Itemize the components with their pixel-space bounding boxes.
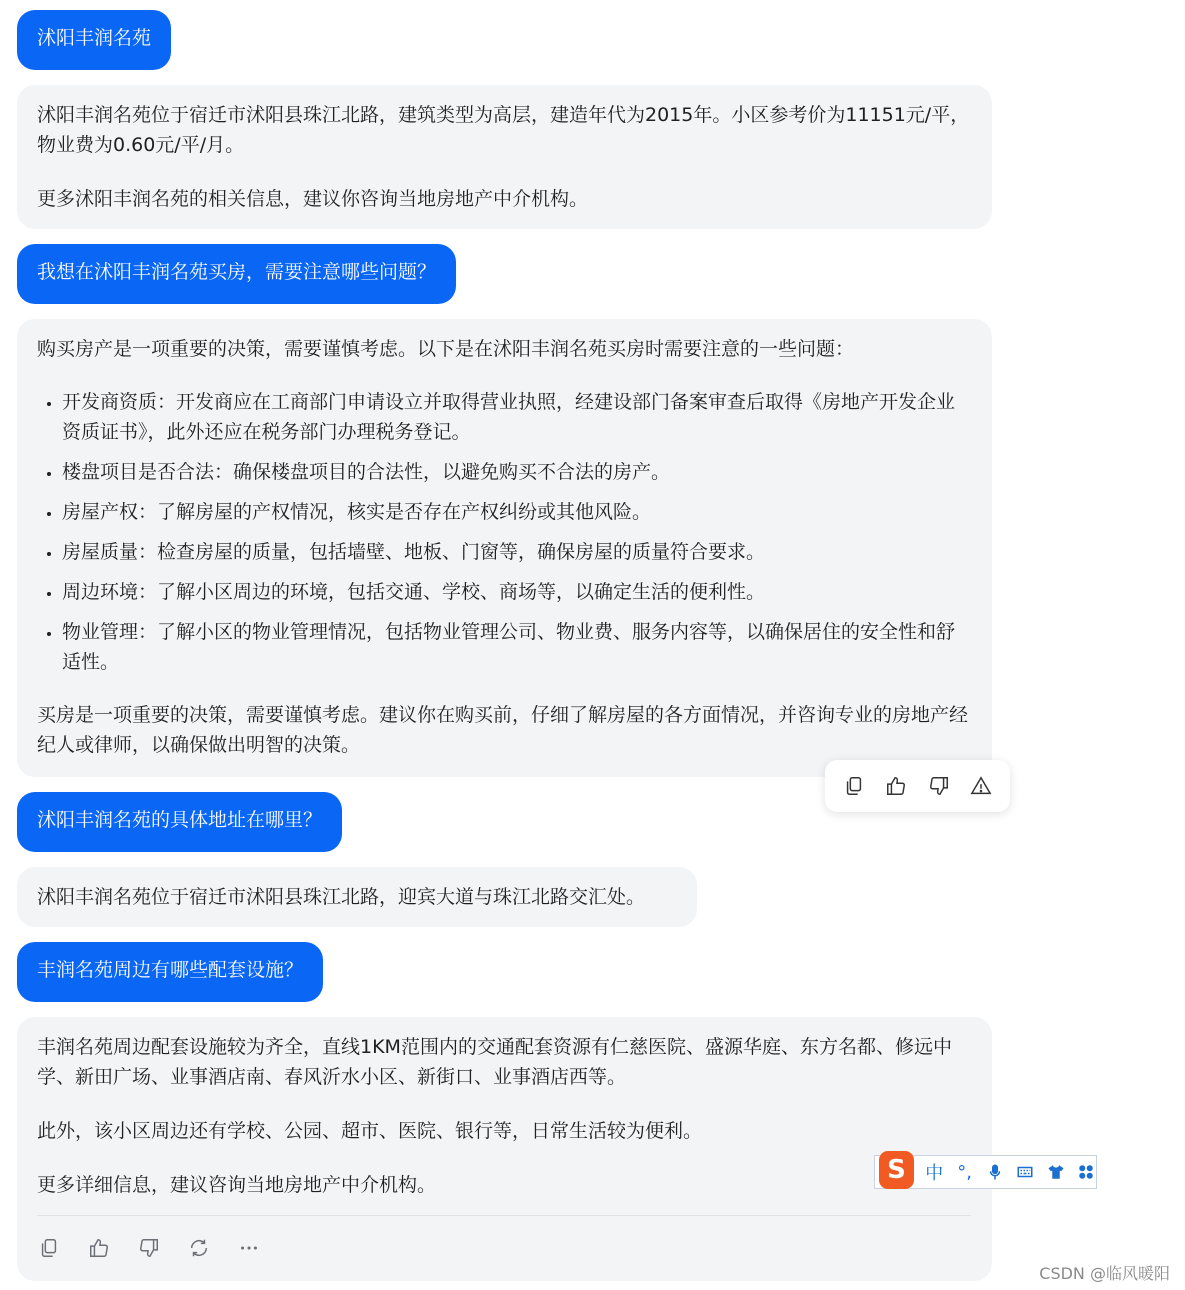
ime-punctuation-toggle[interactable]: °, (957, 1161, 972, 1183)
considerations-list (37, 387, 972, 677)
message-actions (33, 1232, 265, 1264)
divider (37, 1215, 971, 1216)
list-item: • 周边环境：了解小区周边的环境，包括交通、学校、商场等，以确定生活的便利性。 (62, 577, 972, 607)
feedback-toolbar (825, 760, 1010, 812)
ime-toolbar[interactable] (874, 1155, 1097, 1189)
list-item: • 楼盘项目是否合法：确保楼盘项目的合法性，以避免购买不合法的房产。 (62, 457, 972, 487)
list-item: • 开发商资质：开发商应在工商部门申请设立并取得营业执照，经建设部门备案审查后取得《房地产开发企业资质证书》，此外还应在税务部门办理税务登记。 (62, 387, 972, 447)
thumbs-down-icon[interactable] (923, 770, 955, 802)
list-item: • 房屋产权：了解房屋的产权情况，核实是否存在产权纠纷或其他风险。 (62, 497, 972, 527)
toolbox-grid-icon[interactable] (1076, 1163, 1096, 1181)
assistant-intro: 购买房产是一项重要的决策，需要谨慎考虑。以下是在沭阳丰润名苑买房时需要注意的一些问题： (37, 338, 855, 360)
assistant-paragraph: 更多详细信息，建议咨询当地房地产中介机构。 (37, 1174, 437, 1196)
assistant-paragraph: 沭阳丰润名苑位于宿迁市沭阳县珠江北路，迎宾大道与珠江北路交汇处。 (37, 886, 646, 908)
assistant-message (17, 867, 697, 927)
more-icon[interactable] (233, 1232, 265, 1264)
user-message (17, 942, 323, 1002)
user-message-text: 我想在沭阳丰润名苑买房，需要注意哪些问题？ (37, 261, 437, 283)
user-message (17, 244, 456, 304)
ime-mode-toggle[interactable]: 中 (925, 1163, 944, 1184)
assistant-paragraph: 丰润名苑周边配套设施较为齐全，直线1KM范围内的交通配套资源有仁慈医院、盛源华庭、东方名都、修远中学、新田广场、业事酒店南、春风沂水小区、新街口、业事酒店西等。 (37, 1036, 952, 1088)
user-message-text: 沭阳丰润名苑 (37, 27, 152, 49)
assistant-paragraph: 沭阳丰润名苑位于宿迁市沭阳县珠江北路，建筑类型为高层，建造年代为2015年。小区参考价为11151元/平，物业费为0.60元/平/月。 (37, 104, 970, 156)
copy-icon[interactable] (838, 770, 870, 802)
skin-shirt-icon[interactable] (1045, 1163, 1065, 1181)
list-item: • 房屋质量：检查房屋的质量，包括墙壁、地板、门窗等，确保房屋的质量符合要求。 (62, 537, 972, 567)
microphone-icon[interactable] (985, 1163, 1005, 1181)
assistant-message (17, 85, 992, 229)
keyboard-icon[interactable] (1015, 1163, 1035, 1181)
copy-icon[interactable] (33, 1232, 65, 1264)
user-message (17, 792, 342, 852)
thumbs-up-icon[interactable] (83, 1232, 115, 1264)
warning-icon[interactable] (965, 770, 997, 802)
user-message-text: 丰润名苑周边有哪些配套设施？ (37, 959, 304, 981)
thumbs-down-icon[interactable] (133, 1232, 165, 1264)
user-message (17, 10, 171, 70)
refresh-icon[interactable] (183, 1232, 215, 1264)
thumbs-up-icon[interactable] (880, 770, 912, 802)
list-item: • 物业管理：了解小区的物业管理情况，包括物业管理公司、物业费、服务内容等，以确保居住的安全性和舒适性。 (62, 617, 972, 677)
assistant-paragraph: 此外，该小区周边还有学校、公园、超市、医院、银行等，日常生活较为便利。 (37, 1120, 703, 1142)
user-message-text: 沭阳丰润名苑的具体地址在哪里？ (37, 809, 323, 831)
watermark: CSDN @临风暖阳 (1039, 1264, 1170, 1283)
assistant-paragraph: 更多沭阳丰润名苑的相关信息，建议你咨询当地房地产中介机构。 (37, 188, 589, 210)
ime-logo[interactable]: S (879, 1151, 914, 1189)
assistant-message (17, 319, 992, 777)
assistant-outro: 买房是一项重要的决策，需要谨慎考虑。建议你在购买前，仔细了解房屋的各方面情况，并咨询专业的房地产经纪人或律师，以确保做出明智的决策。 (37, 704, 969, 756)
